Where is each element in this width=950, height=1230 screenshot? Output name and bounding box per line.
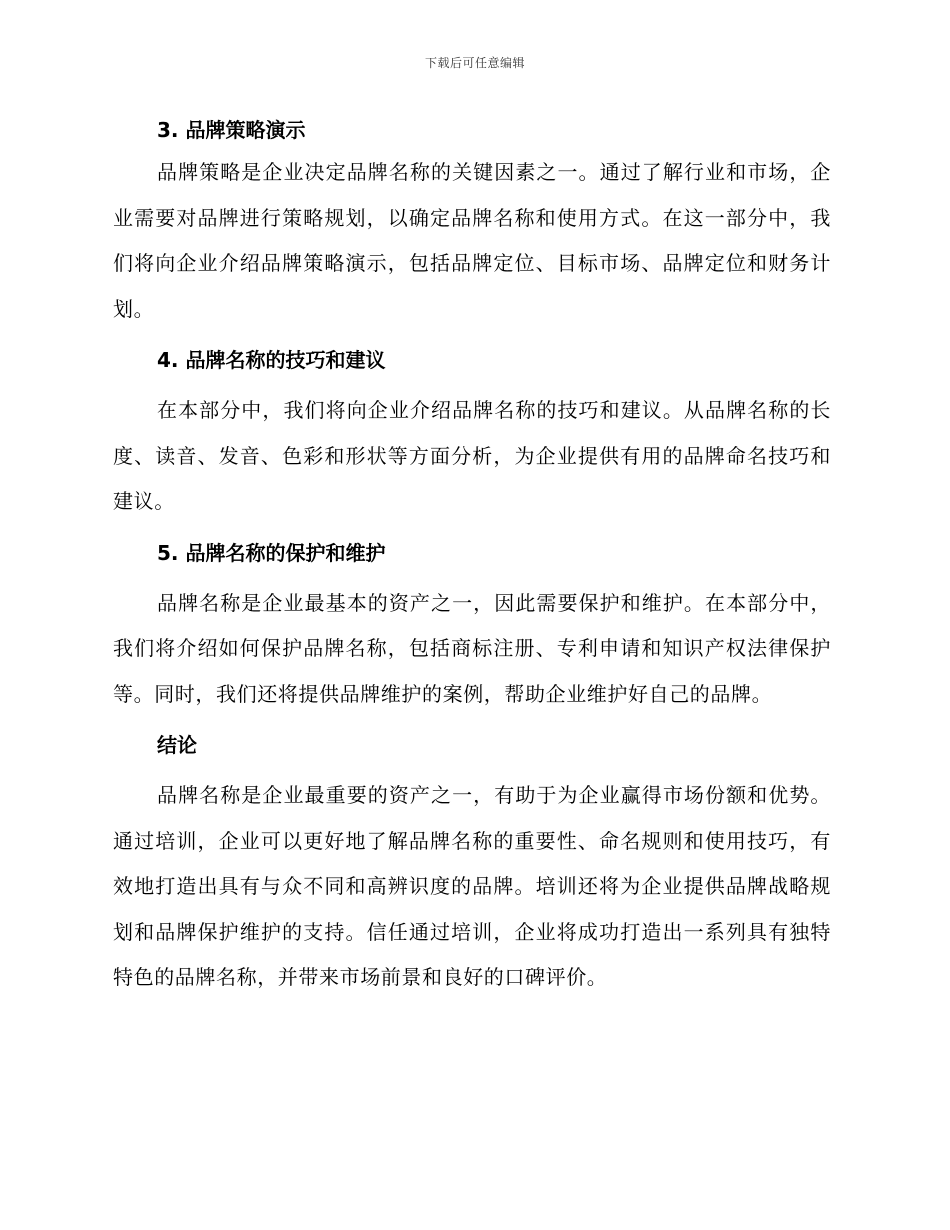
section-heading: 结论 (157, 733, 197, 757)
section-brand-strategy (113, 110, 831, 332)
page-header: 下载后可任意编辑 (424, 56, 525, 70)
section-naming-tips (113, 340, 831, 525)
section-heading: 4. 品牌名称的技巧和建议 (157, 348, 386, 372)
section-name-protection (113, 533, 831, 718)
document-body (113, 110, 831, 1009)
section-paragraph: 在本部分中，我们将向企业介绍品牌名称的技巧和建议。从品牌名称的长度、读音、发音、色彩和形状等方面分析，为企业提供有用的品牌命名技巧和建议。 (113, 398, 831, 513)
section-paragraph: 品牌名称是企业最基本的资产之一，因此需要保护和维护。在本部分中，我们将介绍如何保护品牌名称，包括商标注册、专利申请和知识产权法律保护等。同时，我们还将提供品牌维护的案例，帮助企业维护好自己的品牌。 (113, 590, 831, 706)
section-heading: 3. 品牌策略演示 (157, 118, 306, 142)
section-paragraph: 品牌名称是企业最重要的资产之一，有助于为企业赢得市场份额和优势。通过培训，企业可以更好地了解品牌名称的重要性、命名规则和使用技巧，有效地打造出具有与众不同和高辨识度的品牌。培训还将为企业提供品牌战略规划和品牌保护维护的支持。信任通过培训，企业将成功打造出一系列具有独特特色的品牌名称，并带来市场前景和良好的口碑评价。 (113, 783, 831, 989)
section-heading: 5. 品牌名称的保护和维护 (157, 540, 386, 565)
section-conclusion (113, 725, 831, 1001)
section-paragraph: 品牌策略是企业决定品牌名称的关键因素之一。通过了解行业和市场，企业需要对品牌进行策略规划，以确定品牌名称和使用方式。在这一部分中，我们将向企业介绍品牌策略演示，包括品牌定位、目标市场、品牌定位和财务计划。 (113, 160, 831, 321)
